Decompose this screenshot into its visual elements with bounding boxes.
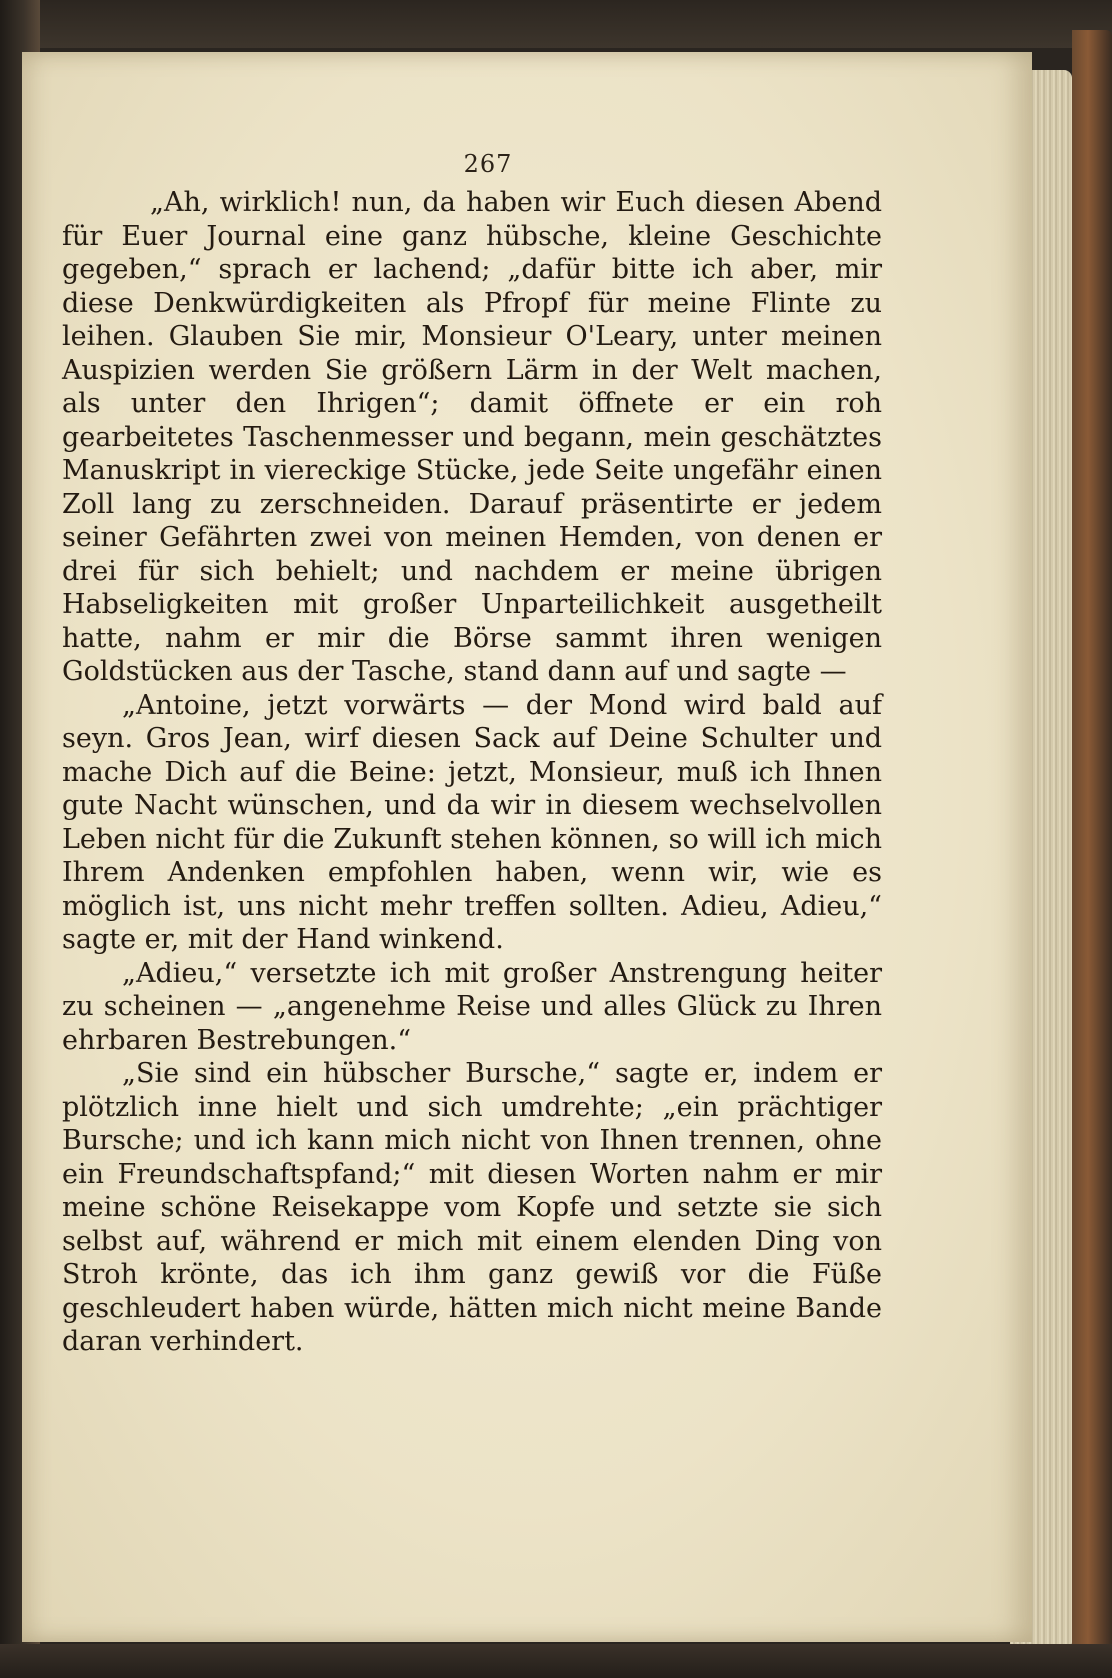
page-number: 267 <box>463 150 513 178</box>
body-text <box>62 186 882 1359</box>
book-cover-top <box>0 0 1112 48</box>
paragraph-4: „Sie sind ein hübscher Bursche,“ sagte er, indem er plötzlich inne hielt und sich umdrehte; „ein prächtiger Bursche; und ich kann mich nicht von Ihnen trennen, ohne ein Freundschaftspfand;“ mit diesen Worten nahm er mir meine schöne Reisekappe vom Kopfe und setzte sie sich selbst auf, während er mich mit einem elenden Ding von Stroh krönte, das ich ihm ganz gewiß vor die Füße geschleudert haben würde, hätten mich nicht meine Bande daran verhindert. <box>62 1058 882 1357</box>
paragraph-3: „Adieu,“ versetzte ich mit großer Anstrengung heiter zu scheinen — „angenehme Reise und alles Glück zu Ihren ehrbaren Bestrebungen.“ <box>62 957 882 1056</box>
paragraph-2: „Antoine, jetzt vorwärts — der Mond wird bald auf seyn. Gros Jean, wirf diesen Sack auf Deine Schulter und mache Dich auf die Beine: jetzt, Monsieur, muß ich Ihnen gute Nacht wünschen, und da wir in diesem wechselvollen Leben nicht für die Zukunft stehen können, so will ich mich Ihrem Andenken empfohlen haben, wenn wir, wie es möglich ist, uns nicht mehr treffen sollten. Adieu, Adieu,“ sagte er, mit der Hand winkend. <box>62 689 882 955</box>
book-cover-right <box>1072 30 1112 1650</box>
book-cover-bottom <box>0 1644 1112 1678</box>
paragraph-1: „Ah, wirklich! nun, da haben wir Euch diesen Abend für Euer Journal eine ganz hübsche, kleine Geschichte gegeben,“ sprach er lachend; „dafür bitte ich aber, mir diese Denkwürdigkeiten als Pfropf für meine Flinte zu leihen. Glauben Sie mir, Monsieur O'Leary, unter meinen Auspizien werden Sie größern Lärm in der Welt machen, als unter den Ihrigen“; damit öffnete er ein roh gearbeitetes Taschenmesser und begann, mein geschätztes Manuskript in viereckige Stücke, jede Seite ungefähr einen Zoll lang zu zerschneiden. Darauf präsentirte er jedem seiner Gefährten zwei von meinen Hemden, von denen er drei für sich behielt; und nachdem er meine übrigen Habseligkeiten mit großer Unparteilichkeit ausgetheilt hatte, nahm er mir die Börse sammt ihren wenigen Goldstücken aus der Tasche, stand dann auf und sagte — <box>62 187 882 687</box>
